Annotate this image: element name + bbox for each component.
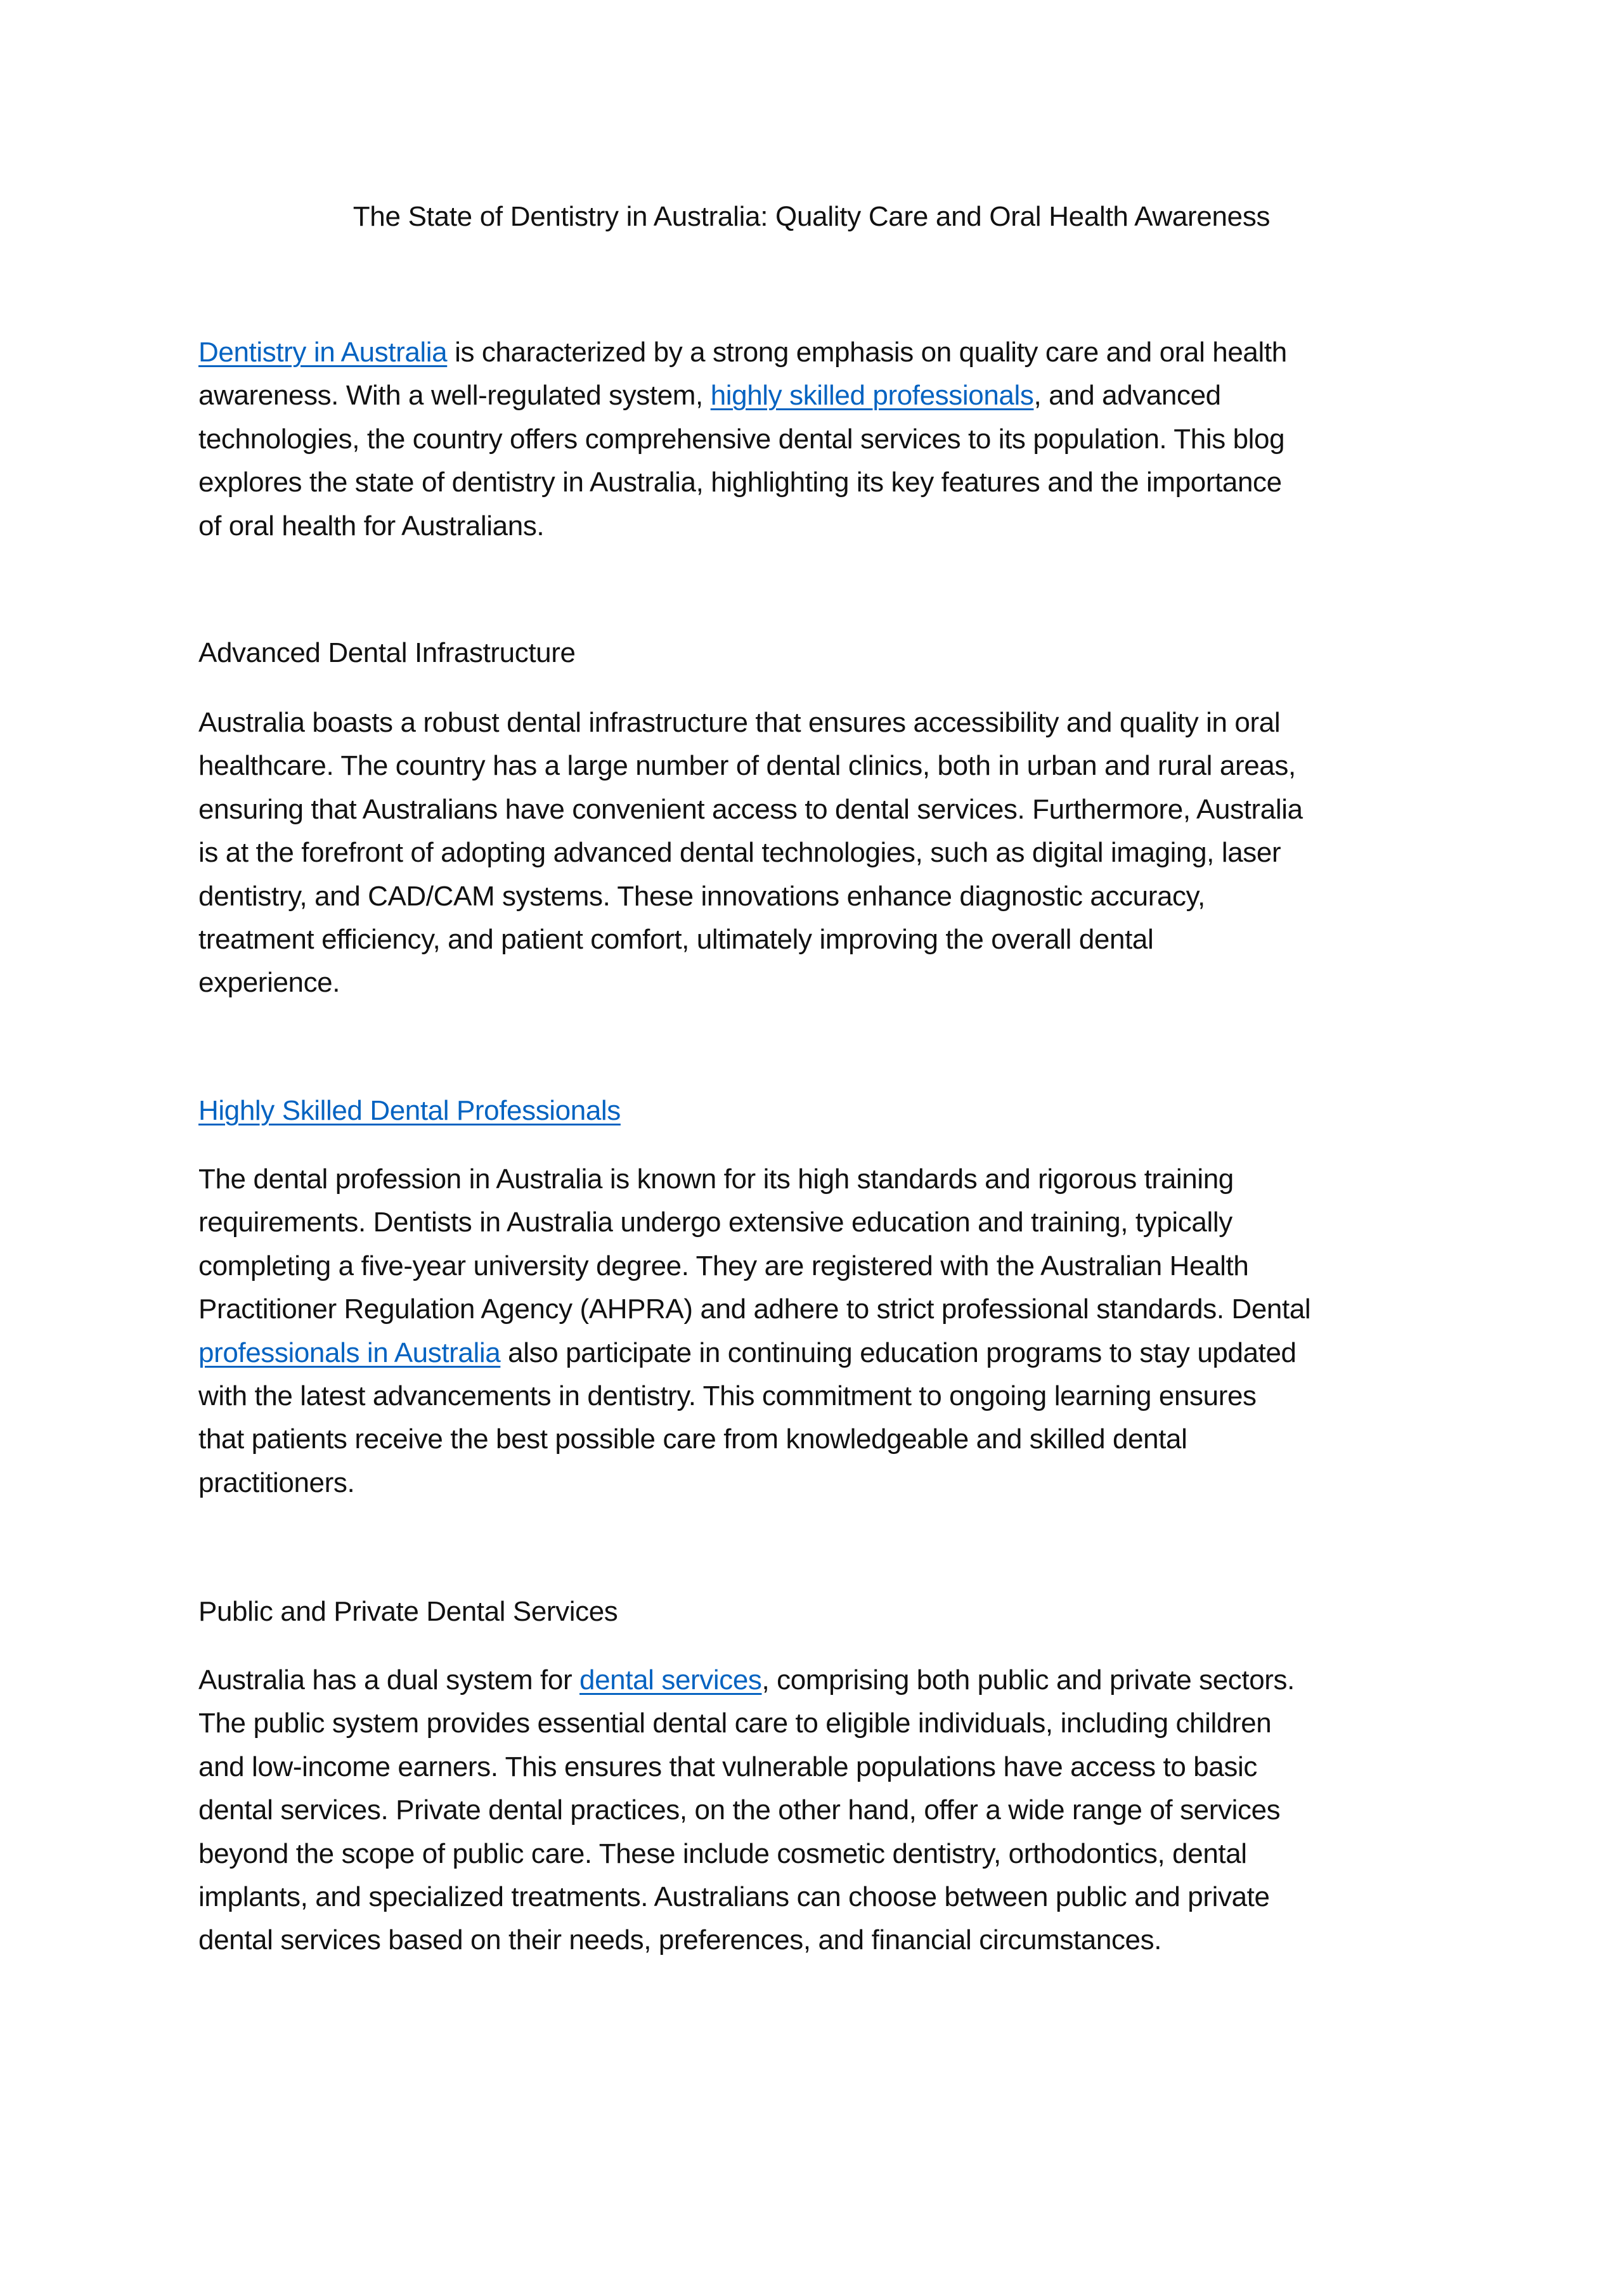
paragraph-line: technologies, the country offers comprehensive dental services to its population. This blog: [198, 423, 1285, 455]
paragraph-line: Australia boasts a robust dental infrastructure that ensures accessibility and quality in oral: [198, 707, 1281, 738]
paragraph-line: [198, 1332, 1435, 1375]
section-paragraph-public-private: [198, 1659, 1435, 1962]
paragraph-line: that patients receive the best possible care from knowledgeable and skilled dental: [198, 1424, 1187, 1455]
paragraph-line: of oral health for Australians.: [198, 510, 545, 542]
document-title: The State of Dentistry in Australia: Quality Care and Oral Health Awareness: [352, 201, 1271, 232]
text-span: , comprising both public and private sectors.: [761, 1664, 1295, 1696]
text-span: is characterized by a strong emphasis on quality care and oral health: [447, 337, 1287, 368]
section-heading-public-private: Public and Private Dental Services: [198, 1596, 618, 1627]
highly-skilled-dental-professionals-link[interactable]: Highly Skilled Dental Professionals: [198, 1095, 621, 1126]
text-span: Australia has a dual system for: [198, 1664, 580, 1696]
dentistry-in-australia-link[interactable]: Dentistry in Australia: [198, 337, 448, 368]
section-paragraph-infrastructure: [198, 701, 1435, 1005]
paragraph-line: dental services. Private dental practices, on the other hand, offer a wide range of services: [198, 1794, 1281, 1826]
paragraph-line: [198, 374, 1435, 417]
paragraph-line: dental services based on their needs, preferences, and financial circumstances.: [198, 1924, 1162, 1956]
paragraph-line: treatment efficiency, and patient comfort, ultimately improving the overall dental: [198, 923, 1154, 955]
paragraph-line: The dental profession in Australia is known for its high standards and rigorous training: [198, 1164, 1234, 1195]
paragraph-line: with the latest advancements in dentistry. This commitment to ongoing learning ensures: [198, 1380, 1257, 1411]
paragraph-line: Practitioner Regulation Agency (AHPRA) and adhere to strict professional standards. Dental: [198, 1294, 1311, 1325]
text-span: awareness. With a well-regulated system,: [198, 380, 711, 412]
dental-services-link[interactable]: dental services: [579, 1664, 762, 1696]
text-span: , and advanced: [1033, 380, 1221, 412]
paragraph-line: is at the forefront of adopting advanced dental technologies, such as digital imaging, laser: [198, 837, 1281, 869]
paragraph-line: explores the state of dentistry in Australia, highlighting its key features and the importance: [198, 467, 1282, 498]
section-heading-professionals: [198, 1092, 621, 1130]
highly-skilled-professionals-link[interactable]: highly skilled professionals: [710, 380, 1034, 412]
paragraph-line: completing a five-year university degree. They are registered with the Australian Health: [198, 1250, 1249, 1281]
paragraph-line: practitioners.: [198, 1467, 355, 1498]
paragraph-line: healthcare. The country has a large number of dental clinics, both in urban and rural areas,: [198, 750, 1296, 782]
paragraph-line: dentistry, and CAD/CAM systems. These innovations enhance diagnostic accuracy,: [198, 880, 1205, 912]
section-heading-infrastructure: Advanced Dental Infrastructure: [198, 637, 576, 668]
paragraph-line: ensuring that Australians have convenient access to dental services. Furthermore, Australia: [198, 793, 1303, 825]
paragraph-line: [198, 1659, 1435, 1702]
paragraph-line: beyond the scope of public care. These include cosmetic dentistry, orthodontics, dental: [198, 1838, 1247, 1869]
professionals-in-australia-link[interactable]: professionals in Australia: [198, 1337, 501, 1368]
paragraph-line: The public system provides essential dental care to eligible individuals, including children: [198, 1708, 1272, 1739]
paragraph-line: requirements. Dentists in Australia undergo extensive education and training, typically: [198, 1207, 1232, 1238]
paragraph-line: implants, and specialized treatments. Australians can choose between public and private: [198, 1881, 1270, 1912]
paragraph-line: experience.: [198, 967, 340, 999]
section-paragraph-professionals: [198, 1158, 1435, 1505]
paragraph-line: and low-income earners. This ensures that vulnerable populations have access to basic: [198, 1751, 1257, 1782]
text-span: also participate in continuing education programs to stay updated: [500, 1337, 1296, 1368]
paragraph-line: [198, 331, 1435, 374]
intro-paragraph: [198, 331, 1435, 548]
